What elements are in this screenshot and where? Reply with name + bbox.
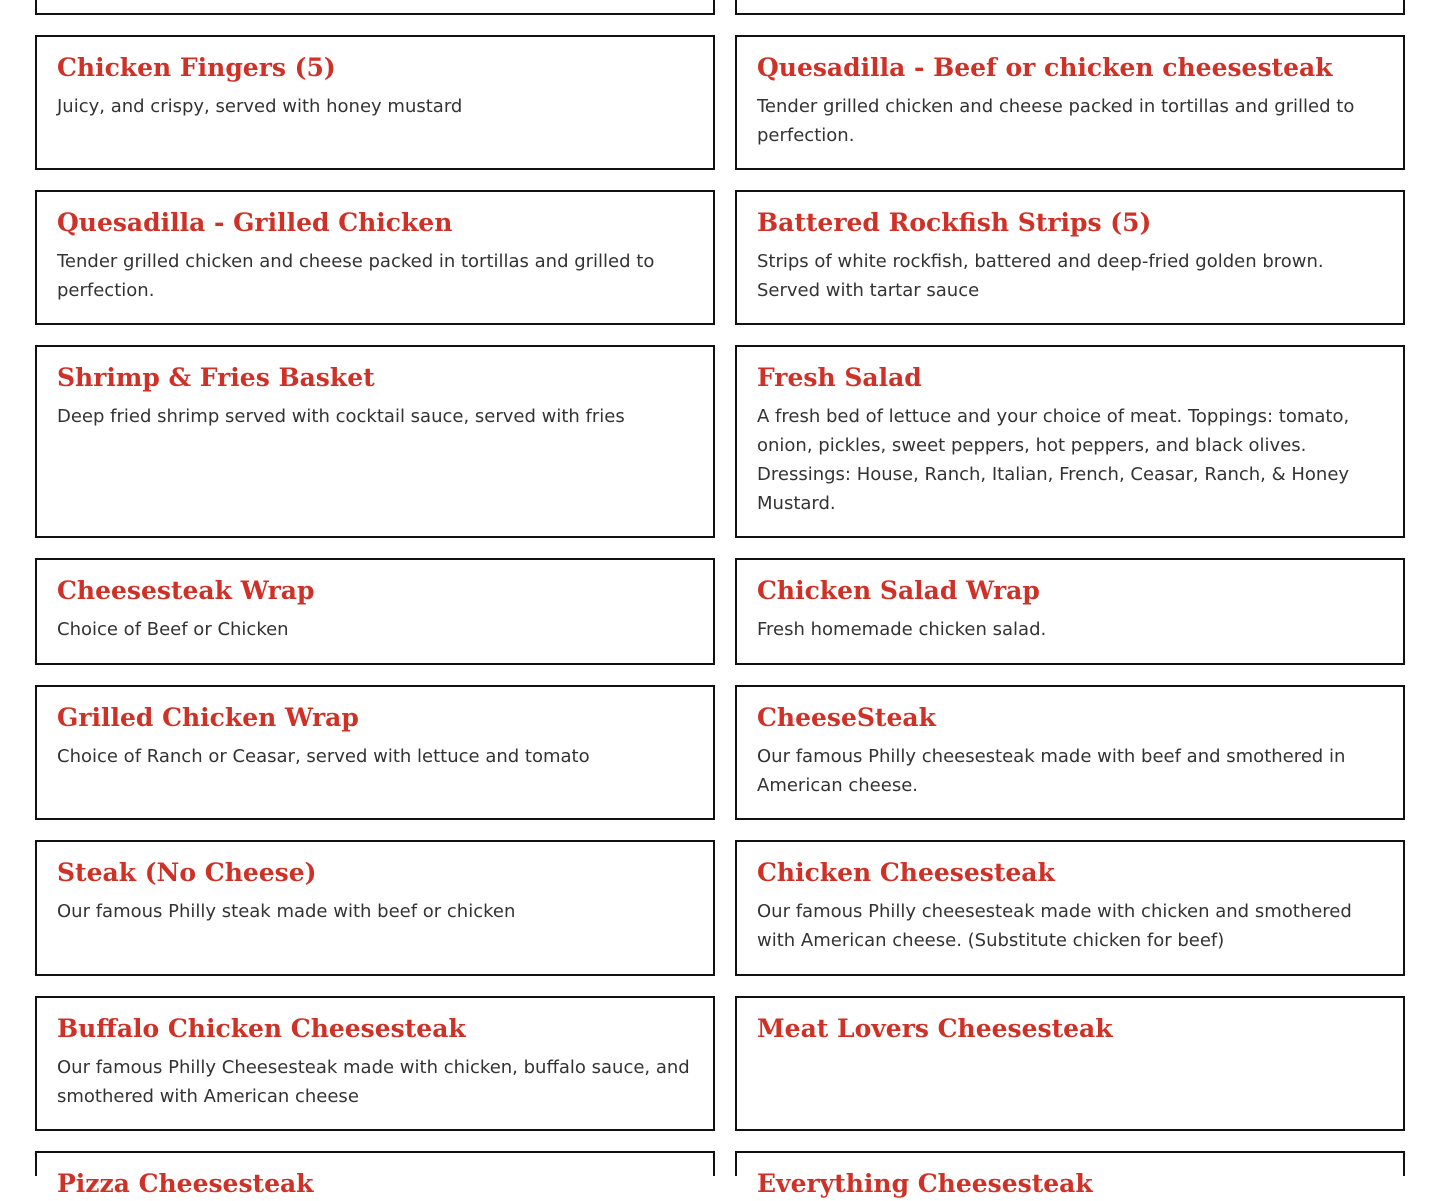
menu-item-description: Juicy, and crispy, served with honey mustard (57, 96, 463, 117)
menu-item-description: Our famous Philly cheesesteak made with beef and smothered in American cheese. (757, 746, 1346, 796)
menu-item-description: Fresh homemade chicken salad. (757, 619, 1047, 640)
menu-item-title: Quesadilla - Grilled Chicken (57, 208, 453, 237)
menu-item-title: Meat Lovers Cheesesteak (757, 1014, 1113, 1043)
menu-item-title: Chicken Fingers (5) (57, 53, 336, 82)
menu-item-card[interactable] (735, 0, 1405, 15)
menu-item-card[interactable] (35, 996, 715, 1131)
menu-item-title: CheeseSteak (757, 703, 936, 732)
menu-item-title: Pizza Cheesesteak (57, 1169, 314, 1198)
menu-item-title: Grilled Chicken Wrap (57, 703, 359, 732)
menu-item-card[interactable] (735, 190, 1405, 325)
menu-item-description: Choice of Ranch or Ceasar, served with lettuce and tomato (57, 746, 590, 767)
menu-item-card[interactable] (35, 840, 715, 976)
menu-item-title: Fresh Salad (757, 363, 922, 392)
menu-item-title: Chicken Cheesesteak (757, 858, 1055, 887)
menu-item-title: Quesadilla - Beef or chicken cheesesteak (757, 53, 1333, 82)
menu-item-description: Tender grilled chicken and cheese packed in tortillas and grilled to perfection. (57, 251, 655, 301)
menu-item-title: Chicken Salad Wrap (757, 576, 1040, 605)
menu-item-title: Steak (No Cheese) (57, 858, 317, 887)
menu-item-card[interactable] (735, 345, 1405, 538)
menu-item-description: Tender grilled chicken and cheese packed in tortillas and grilled to perfection. (757, 96, 1355, 146)
menu-item-description: Strips of white rockfish, battered and deep-fried golden brown. Served with tartar sauce (757, 251, 1324, 301)
menu-item-card[interactable] (735, 996, 1405, 1131)
menu-item-title: Everything Cheesesteak (757, 1169, 1093, 1198)
menu-item-card[interactable] (35, 0, 715, 15)
menu-item-card[interactable] (735, 558, 1405, 665)
menu-item-description: Our famous Philly cheesesteak made with chicken and smothered with American cheese. (Substitute chicken for beef) (757, 901, 1352, 951)
menu-item-card[interactable] (35, 35, 715, 170)
menu-item-card[interactable] (35, 1151, 715, 1198)
menu-item-title: Shrimp & Fries Basket (57, 363, 375, 392)
menu-item-description: Our famous Philly steak made with beef or chicken (57, 901, 516, 922)
menu-item-description: Our famous Philly Cheesesteak made with chicken, buffalo sauce, and smothered with American cheese (57, 1057, 690, 1107)
menu-item-card[interactable] (735, 1151, 1405, 1198)
menu-item-title: Battered Rockfish Strips (5) (757, 208, 1152, 237)
menu-item-card[interactable] (735, 35, 1405, 170)
menu-item-card[interactable] (735, 685, 1405, 820)
menu-item-card[interactable] (35, 190, 715, 325)
menu-item-card[interactable] (35, 345, 715, 538)
menu-item-title: Buffalo Chicken Cheesesteak (57, 1014, 466, 1043)
menu-item-description: A fresh bed of lettuce and your choice of meat. Toppings: tomato, onion, pickles, sweet peppers, hot peppers, and black olives. Dressings: House, Ranch, Italian, French, Ceasar, Ranch, & Honey Mustard. (757, 406, 1350, 514)
menu-item-card[interactable] (35, 558, 715, 665)
menu-item-description: Deep fried shrimp served with cocktail sauce, served with fries (57, 406, 625, 427)
menu-item-card[interactable] (35, 685, 715, 820)
menu-item-card[interactable] (735, 840, 1405, 976)
menu-item-title: Cheesesteak Wrap (57, 576, 315, 605)
menu-item-description: Choice of Beef or Chicken (57, 619, 289, 640)
